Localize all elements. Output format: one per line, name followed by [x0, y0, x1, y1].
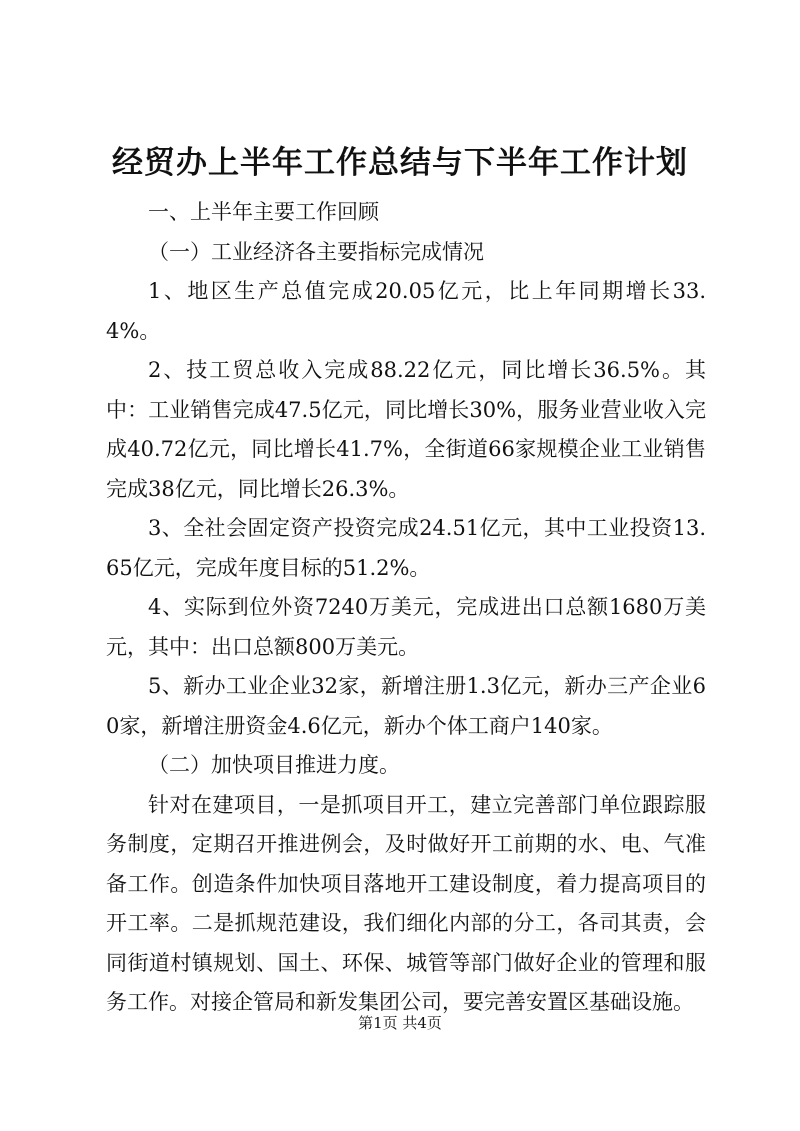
paragraph: 2、技工贸总收入完成88.22亿元，同比增长36.5%。其中：工业销售完成47.5亿元，同比增长30%，服务业营业收入完成40.72亿元，同比增长41.7%，全街道66家规模企业工业销售完成38亿元，同比增长26.3%。: [106, 358, 706, 501]
section-heading: 一、上半年主要工作回顾: [148, 200, 379, 224]
document-body: [106, 193, 706, 1023]
paragraph: 3、全社会固定资产投资完成24.51亿元，其中工业投资13.65亿元，完成年度目标的51.2%。: [106, 516, 706, 580]
subsection-heading: （一）工业经济各主要指标完成情况: [148, 239, 484, 264]
paragraph: 针对在建项目，一是抓项目开工，建立完善部门单位跟踪服务制度，定期召开推进例会，及时做好开工前期的水、电、气准备工作。创造条件加快项目落地开工建设制度，着力提高项目的开工率。二是抓规范建设，我们细化内部的分工，各司其责，会同街道村镇规划、国土、环保、城管等部门做好企业的管理和服务工作。对接企管局和新发集团公司，要完善安置区基础设施。: [106, 792, 706, 1014]
document-title: 经贸办上半年工作总结与下半年工作计划: [112, 145, 688, 181]
paragraph: 4、实际到位外资7240万美元，完成进出口总额1680万美元，其中：出口总额800万美元。: [106, 595, 706, 659]
page-footer: 第1页 共4页: [358, 1014, 442, 1032]
paragraph: 1、地区生产总值完成20.05亿元，比上年同期增长33.4%。: [106, 279, 706, 343]
paragraph: 5、新办工业企业32家，新增注册1.3亿元，新办三产企业60家，新增注册资金4.6亿元，新办个体工商户140家。: [106, 674, 706, 738]
subsection-heading: （二）加快项目推进力度。: [148, 753, 400, 777]
